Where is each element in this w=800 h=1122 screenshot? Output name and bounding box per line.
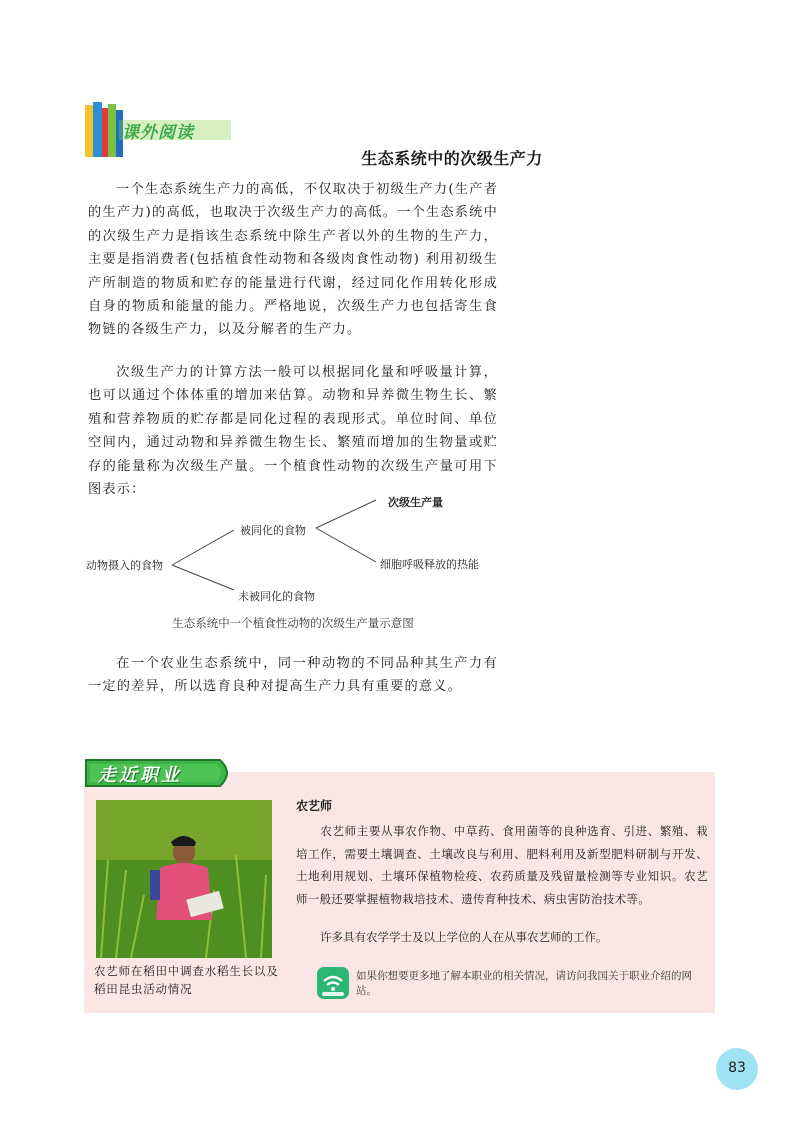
diagram-assimilated-label: 被同化的食物 [240,524,306,537]
article-title: 生态系统中的次级生产力 [361,149,543,168]
career-note: 许多具有农学学士及以上学位的人在从事农艺师的工作。 [320,930,608,944]
diagram-connector [316,500,376,528]
paragraph: 一个生态系统生产力的高低，不仅取决于初级生产力(生产者的生产力)的高低，也取决于次级生产力的高低。一个生态系统中的次级生产力是指该生态系统中除生产者以外的生物的生产力，主要是指消费者(包括植食性动物和各级肉食性动物) 利用初级生产所制造的物质和贮存的能量进行代谢，经过同化作用转化形成自身的物质和能量的能力。严格地说，次级生产力也包括寄生食物链的各级生产力，以及分解者的生产力。 [88,182,498,338]
career-heading: 农艺师 [296,799,333,813]
paragraph: 在一个农业生态系统中，同一种动物的不同品种其生产力有一定的差异，所以选育良种对提高生产力具有重要的意义。 [88,656,498,695]
career-tab-label: 走近职业 [98,765,182,786]
photo-caption: 农艺师在稻田中调查水稻生长以及稻田昆虫活动情况 [94,964,279,996]
diagram-secondary-production-label: 次级生产量 [388,496,443,509]
book-icon [85,105,93,157]
website-icon [316,966,350,1000]
website-note: 如果你想要更多地了解本职业的相关情况，请访问我国关于职业介绍的网站。 [356,970,692,997]
diagram-root-label: 动物摄入的食物 [86,559,163,572]
diagram-connector [172,530,234,565]
diagram-caption: 生态系统中一个植食性动物的次级生产量示意图 [172,616,414,630]
diagram-connector [172,565,234,590]
book-icon [108,104,116,157]
paragraph: 次级生产力的计算方法一般可以根据同化量和呼吸量计算，也可以通过个体体重的增加来估算。动物和异养微生物生长、繁殖和营养物质的贮存都是同化过程的表现形式。单位时间、单位空间内，通过动物和异养微生物生长、繁殖而增加的生物量或贮存的能量称为次级生产量。一个植食性动物的次级生产量可用下图表示： [88,365,498,498]
book-icon [93,102,102,157]
career-description: 农艺师主要从事农作物、中草药、食用菌等的良种选育、引进、繁殖、栽培工作，需要土壤调查、土壤改良与利用、肥料利用及新型肥料研制与开发、土地利用规划、土壤环保植物检疫、农药质量及残留量检测等专业知识。农艺师一般还要掌握植物栽培技术、遗传育种技术、病虫害防治技术等。 [296,824,708,906]
diagram-respiration-label: 细胞呼吸释放的热能 [380,558,479,571]
diagram-connector [316,528,376,562]
reading-badge-label: 课外阅读 [122,123,194,143]
agronomist-photo [96,800,272,958]
book-icon [102,108,108,157]
page-number: 83 [728,1060,746,1076]
diagram-not-assimilated-label: 未被同化的食物 [238,590,315,603]
